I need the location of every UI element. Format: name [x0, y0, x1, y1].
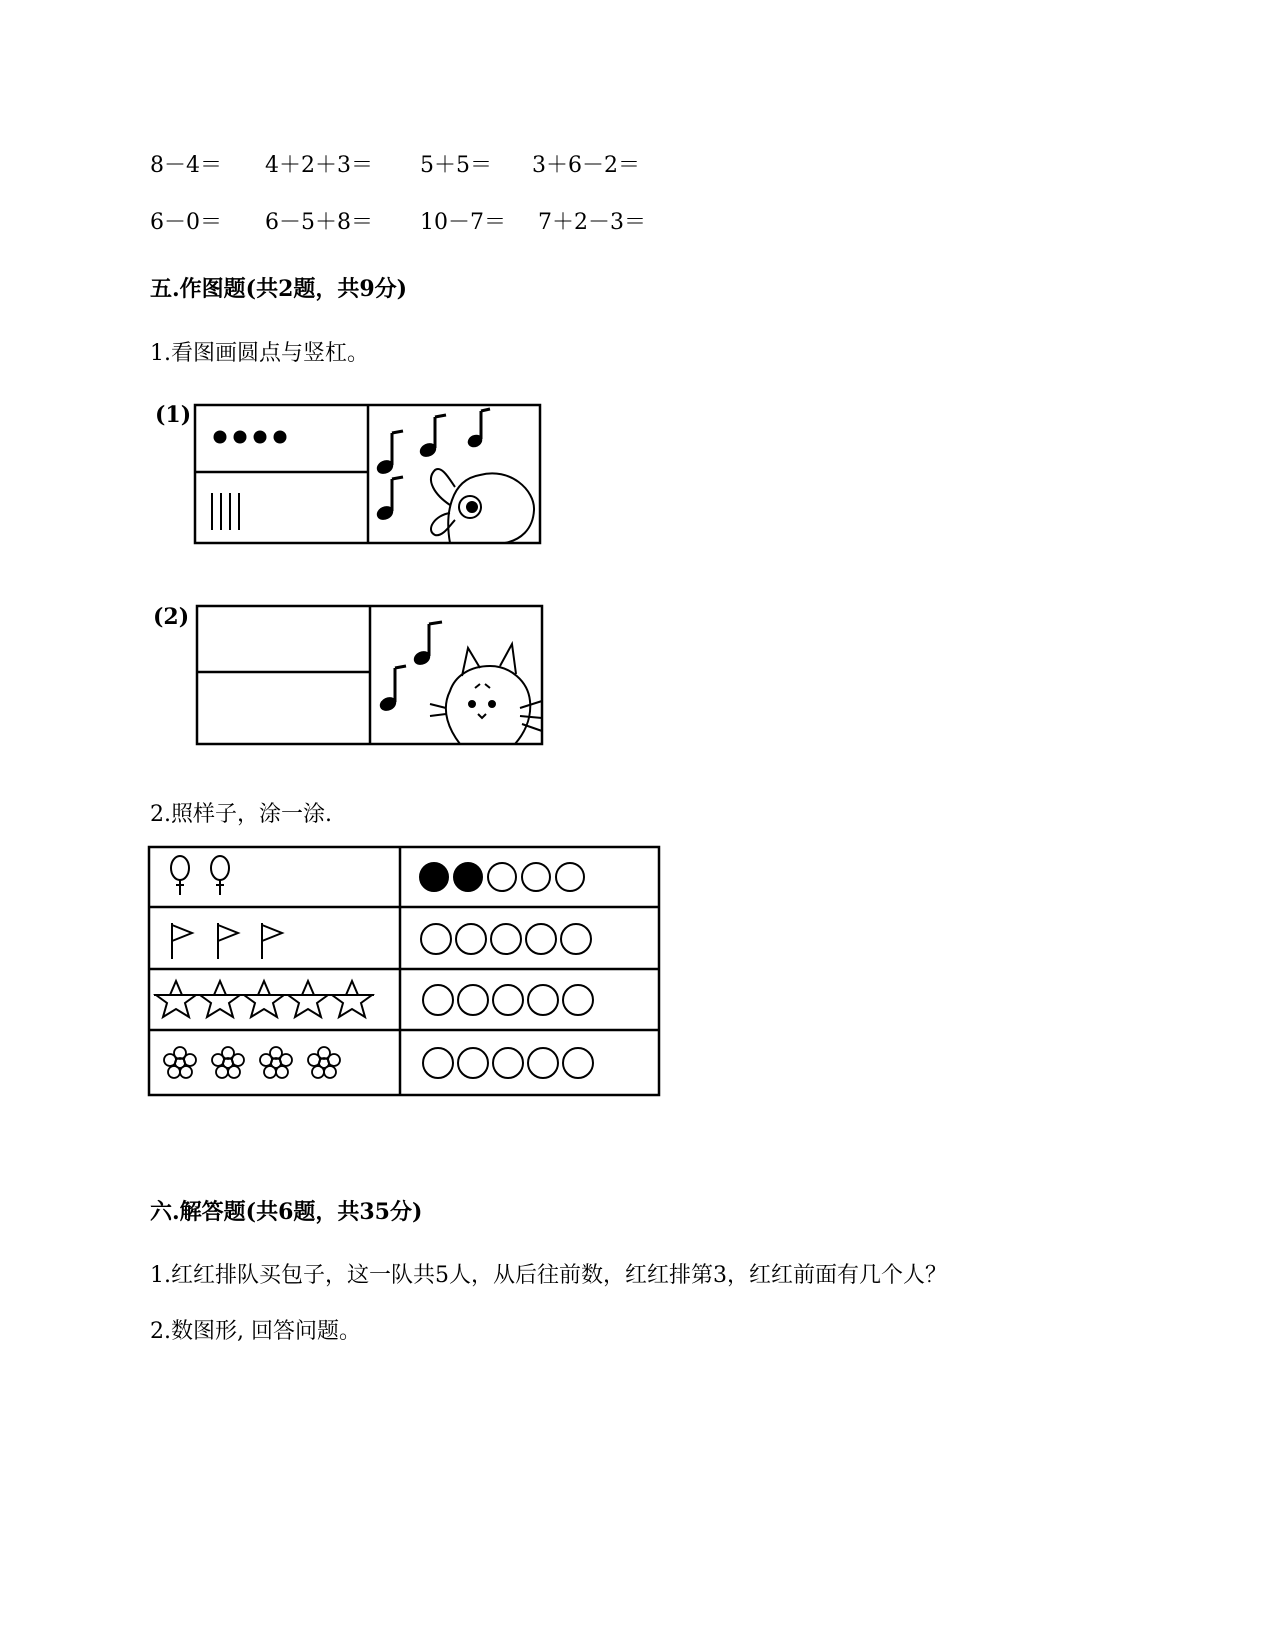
- equation: 6－0＝: [150, 210, 222, 235]
- equation: 8－4＝: [150, 153, 222, 178]
- coloring-table: [148, 845, 668, 1100]
- question-text: 2.照样子，涂一涂.: [150, 802, 332, 827]
- figure-label: (1): [155, 402, 192, 428]
- question-text: 2.数图形, 回答问题。: [150, 1319, 361, 1344]
- figure-label: (2): [153, 604, 190, 630]
- equation: 5＋5＝: [420, 153, 492, 178]
- figure-2-cat-notes: [150, 596, 550, 746]
- circle-row: [423, 1048, 593, 1078]
- section-heading: 五.作图题(共2题，共9分): [150, 276, 408, 302]
- equation: 4＋2＋3＝: [265, 153, 373, 178]
- figure-1-duck-notes: [150, 395, 550, 545]
- circle-row: [423, 985, 593, 1015]
- equation: 3＋6－2＝: [532, 153, 640, 178]
- question-text: 1.红红排队买包子，这一队共5人，从后往前数，红红排第3，红红前面有几个人？: [150, 1263, 947, 1288]
- section-heading: 六.解答题(共6题，共35分): [150, 1199, 423, 1225]
- equation: 7＋2－3＝: [538, 210, 646, 235]
- equation: 6－5＋8＝: [265, 210, 373, 235]
- circle-row: [421, 924, 591, 954]
- equation: 10－7＝: [420, 210, 506, 235]
- circle-row: [420, 863, 584, 891]
- question-text: 1.看图画圆点与竖杠。: [150, 341, 369, 366]
